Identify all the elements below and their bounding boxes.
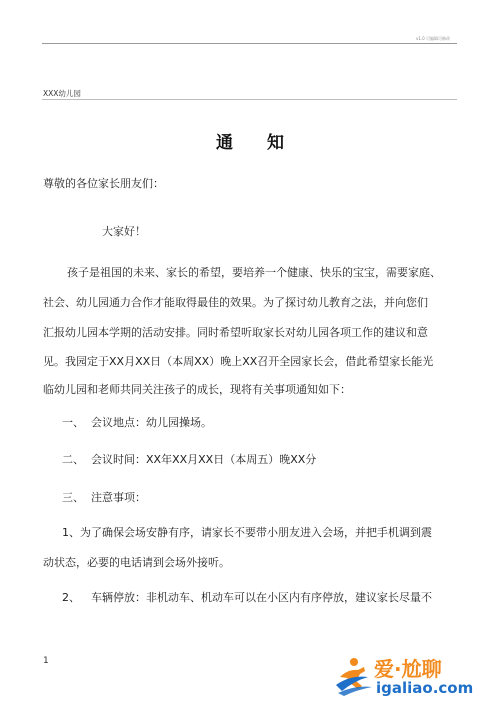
watermark-url: igaliao.com — [376, 679, 474, 697]
page-title: 通 知 — [216, 133, 298, 153]
page-number: 1 — [43, 656, 49, 666]
watermark — [334, 655, 474, 697]
note-number: 2、 — [62, 591, 80, 604]
watermark-brand: 爱·尬聊 — [374, 657, 442, 681]
salutation: 尊敬的各位家长朋友们： — [43, 177, 164, 190]
item-text: 注意事项： — [91, 491, 146, 504]
note-line: 动状态，必要的电话请到会场外接听。 — [43, 556, 230, 569]
note-line: 1、为了确保会场安静有序，请家长不要带小朋友进入会场，并把手机调到震 — [62, 526, 432, 539]
item-text: 会议地点：幼儿园操场。 — [91, 416, 212, 429]
item-number: 一、 — [62, 416, 84, 429]
org-name: XXX幼儿园 — [43, 89, 81, 98]
paragraph-line: 见。我园定于XX月XX日（本周XX）晚上XX召开全园家长会，借此希望家长能光 — [43, 355, 434, 368]
item-text: 会议时间：XX年XX月XX日（本周五）晚XX分 — [91, 453, 317, 466]
paragraph-line: 临幼儿园和老师共同关注孩子的成长，现将有关事项通知如下： — [43, 383, 351, 396]
top-rule — [42, 43, 457, 44]
paragraph-line: 汇报幼儿园本学期的活动安排。同时希望听取家长对幼儿园各项工作的建议和意 — [43, 326, 428, 339]
top-note: v1.0 可编辑可修改 — [416, 36, 450, 41]
item-number: 三、 — [62, 491, 84, 504]
item-number: 二、 — [62, 453, 84, 466]
header-rule — [42, 99, 457, 100]
note-text: 车辆停放：非机动车、机动车可以在小区内有序停放，建议家长尽量不 — [91, 591, 432, 604]
greeting: 大家好！ — [102, 225, 146, 238]
paragraph-line: 社会、幼儿园通力合作才能取得最佳的效果。为了探讨幼儿教育之法，并向您们 — [43, 296, 428, 309]
paragraph-line: 孩子是祖国的未来、家长的希望，要培养一个健康、快乐的宝宝，需要家庭、 — [67, 266, 441, 279]
